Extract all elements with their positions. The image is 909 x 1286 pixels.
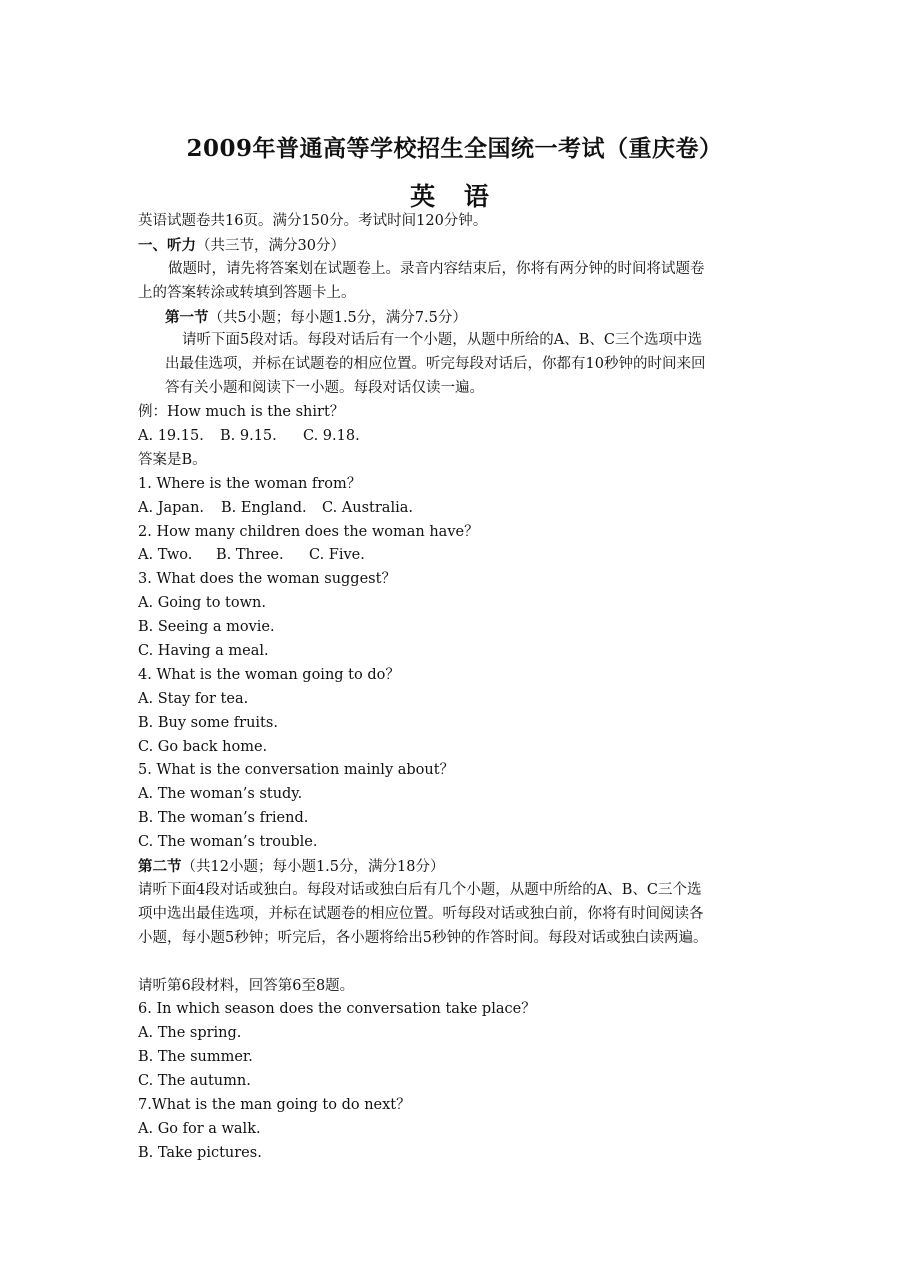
question-5: 5. What is the conversation mainly about？: [138, 762, 455, 779]
example-answer: 答案是B。: [138, 451, 207, 468]
blank-line: [138, 951, 778, 975]
option-c: C. 9.18.: [303, 428, 360, 445]
option-a: A. Two.: [138, 547, 193, 564]
section1-heading-note: （共5小题；每小题1.5分，满分7.5分）: [208, 309, 467, 326]
example-options: [138, 425, 778, 449]
option-b: B. Three.: [216, 547, 284, 564]
section1-heading: [138, 306, 778, 330]
section2-heading-note: （共12小题；每小题1.5分，满分18分）: [181, 859, 445, 876]
question-1: 1. Where is the woman from？: [138, 475, 362, 492]
part1-heading-note: （共三节，满分30分）: [196, 237, 345, 254]
section1-instructions-1: 请听下面5段对话。每段对话后有一个小题，从题中所给的A、B、C三个选项中选: [182, 332, 702, 349]
question-6-option-b: B. The summer.: [138, 1049, 253, 1066]
intro-text: 英语试题卷共16页。满分150分。考试时间120分钟。: [138, 213, 488, 229]
question-1-options: [138, 497, 778, 521]
question-7-option-b: B. Take pictures.: [138, 1144, 262, 1161]
section2-heading-label: 第二节: [138, 858, 182, 876]
subject-title: 英 语: [410, 182, 499, 211]
part1-heading: [138, 234, 778, 258]
option-c: C. Five.: [309, 547, 365, 564]
exam-title: 2009年普通高等学校招生全国统一考试（重庆卷）: [186, 135, 723, 162]
question-2-options: [138, 544, 778, 568]
part1-instructions-1: 做题时，请先将答案划在试题卷上。录音内容结束后，你将有两分钟的时间将试题卷: [168, 260, 705, 277]
section2-instructions-3: 小题，每小题5秒钟；听完后，各小题将给出5秒钟的作答时间。每段对话或独白读两遍。: [138, 929, 708, 946]
option-a: A. Japan.: [138, 499, 205, 516]
part1-heading-label: 一、听力: [138, 236, 196, 254]
example-question: 例：How much is the shirt？: [138, 404, 345, 421]
section2-heading: [138, 855, 778, 879]
exam-content: [138, 210, 778, 1166]
section1-instructions-2: 出最佳选项，并标在试题卷的相应位置。听完每段对话后，你都有10秒钟的时间来回: [165, 356, 706, 373]
question-4: 4. What is the woman going to do？: [138, 666, 400, 683]
question-6-option-a: A. The spring.: [138, 1025, 242, 1042]
section1-heading-label: 第一节: [165, 308, 209, 326]
option-c: C. Australia.: [322, 499, 413, 516]
question-5-option-c: C. The woman’s trouble.: [138, 834, 318, 851]
question-2: 2. How many children does the woman have？: [138, 523, 479, 540]
question-3: 3. What does the woman suggest？: [138, 571, 396, 588]
question-6-option-c: C. The autumn.: [138, 1073, 251, 1090]
material-6-instruction: 请听第6段材料，回答第6至8题。: [138, 977, 355, 994]
question-4-option-c: C. Go back home.: [138, 738, 268, 755]
option-a: A. 19.15.: [138, 428, 204, 445]
question-4-option-a: A. Stay for tea.: [138, 690, 249, 707]
question-5-option-a: A. The woman’s study.: [138, 786, 303, 803]
question-7-option-a: A. Go for a walk.: [138, 1120, 261, 1137]
part1-instructions-2: 上的答案转涂或转填到答题卡上。: [138, 284, 356, 301]
section1-instructions-3: 答有关小题和阅读下一小题。每段对话仅读一遍。: [165, 380, 484, 397]
question-3-option-a: A. Going to town.: [138, 595, 266, 612]
section2-instructions-2: 项中选出最佳选项，并标在试题卷的相应位置。听每段对话或独白前，你将有时间阅读各: [138, 905, 704, 922]
question-6: 6. In which season does the conversation take place？: [138, 1001, 536, 1018]
section2-instructions-1: 请听下面4段对话或独白。每段对话或独白后有几个小题，从题中所给的A、B、C三个选: [138, 881, 702, 898]
option-b: B. 9.15.: [220, 428, 277, 445]
question-7: 7.What is the man going to do next？: [138, 1096, 411, 1113]
option-b: B. England.: [221, 499, 307, 516]
question-3-option-b: B. Seeing a movie.: [138, 619, 275, 636]
question-5-option-b: B. The woman’s friend.: [138, 810, 309, 827]
question-3-option-c: C. Having a meal.: [138, 643, 269, 660]
question-4-option-b: B. Buy some fruits.: [138, 714, 278, 731]
